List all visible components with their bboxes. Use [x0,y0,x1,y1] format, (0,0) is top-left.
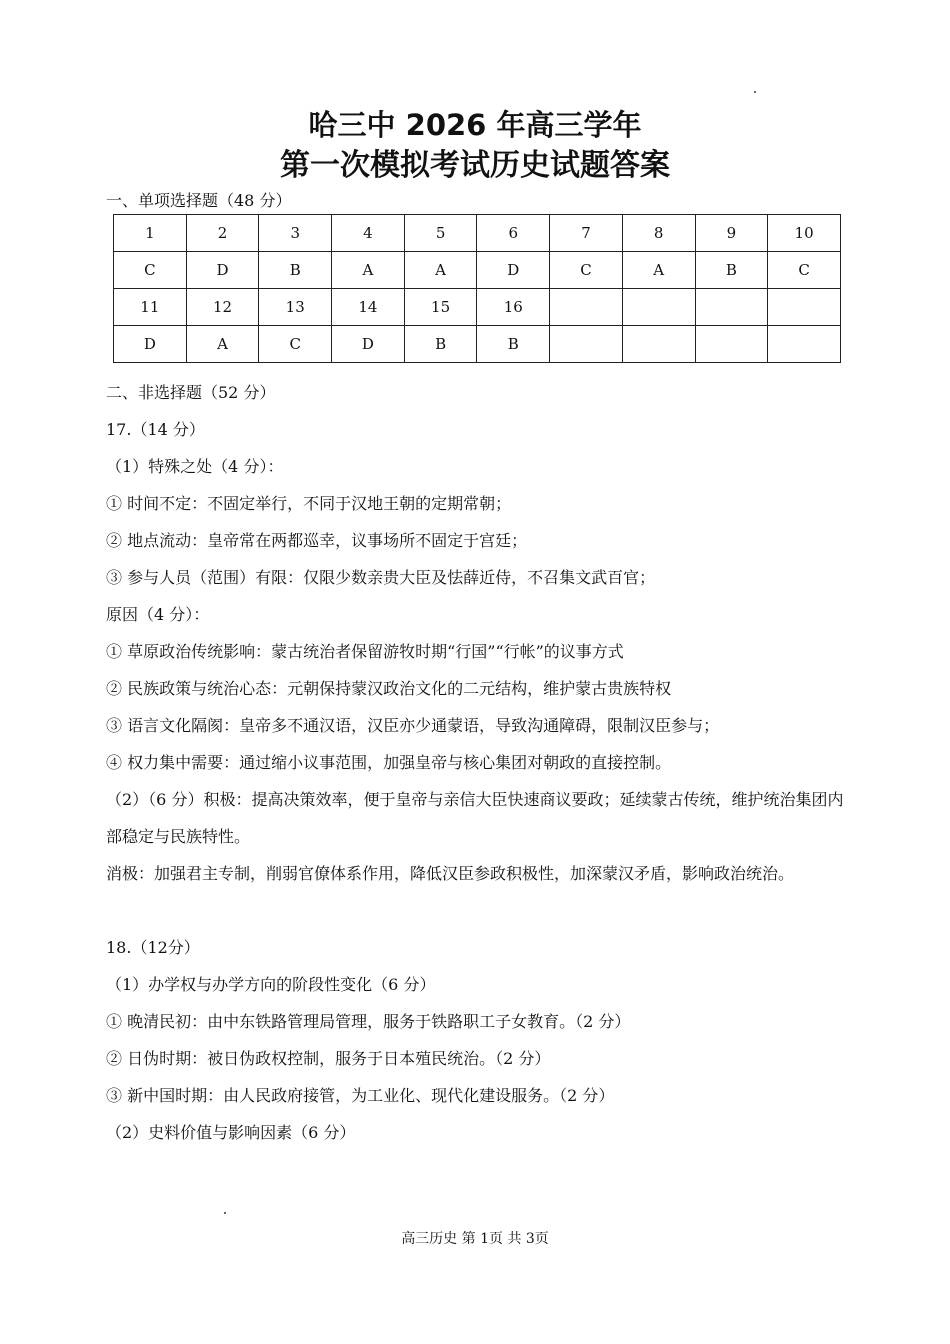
text-line: ① 草原政治传统影响：蒙古统治者保留游牧时期“行国”“行帐”的议事方式 [106,642,624,661]
empty-cell [768,326,841,363]
answer-cell: B [404,326,477,363]
text-paragraph: 消极：加强君主专制，削弱官僚体系作用，降低汉臣参政积极性，加深蒙汉矛盾，影响政治统治。 [106,864,795,883]
question-number: 13 [259,289,332,326]
text-line: ② 日伪时期：被日伪政权控制，服务于日本殖民统治。（2 分） [106,1049,551,1068]
answer-cell: D [477,252,550,289]
table-row [114,289,841,326]
question-number: 2 [186,215,259,252]
text-line: ④ 权力集中需要：通过缩小议事范围，加强皇帝与核心集团对朝政的直接控制。 [106,753,672,772]
text-line: 原因（4 分）： [106,605,210,624]
answer-cell: B [259,252,332,289]
text-line: ③ 参与人员（范围）有限：仅限少数亲贵大臣及怯薛近侍，不召集文武百官； [106,568,656,587]
question-number: 16 [477,289,550,326]
answer-cell: A [404,252,477,289]
text-line: （1）特殊之处（4 分）： [106,457,284,476]
question-number: 1 [114,215,187,252]
question-number: 12 [186,289,259,326]
question-number: 7 [550,215,623,252]
part1-heading: 一、单项选择题（48 分） [106,191,292,210]
table-row [114,215,841,252]
answer-cell: D [332,326,405,363]
answer-cell: C [768,252,841,289]
empty-cell [695,326,768,363]
empty-cell [622,326,695,363]
question-number: 3 [259,215,332,252]
question-number: 15 [404,289,477,326]
answer-cell: B [477,326,550,363]
text-line: （2）史料价值与影响因素（6 分） [106,1123,356,1142]
question-18-heading: 18.（12分） [106,938,200,957]
document-title-line2: 第一次模拟考试历史试题答案 [280,148,670,183]
scan-speck [754,91,756,93]
document-title-line1: 哈三中 2026 年高三学年 [308,108,642,142]
part2-heading: 二、非选择题（52 分） [106,383,276,402]
answer-cell: B [695,252,768,289]
question-number: 6 [477,215,550,252]
table-row [114,326,841,363]
answer-cell: C [550,252,623,289]
answer-cell: D [114,326,187,363]
text-paragraph: （2）（6 分）积极：提高决策效率，便于皇帝与亲信大臣快速商议要政；延续蒙古传统，维护统治集团内部稳定与民族特性。 [106,790,844,846]
text-line: （1）办学权与办学方向的阶段性变化（6 分） [106,975,436,994]
question-17-heading: 17.（14 分） [106,420,205,439]
question-number: 11 [114,289,187,326]
table-row [114,252,841,289]
question-number: 10 [768,215,841,252]
answer-table [113,214,841,363]
text-line: ② 民族政策与统治心态：元朝保持蒙汉政治文化的二元结构，维护蒙古贵族特权 [106,679,672,698]
text-line: ① 晚清民初：由中东铁路管理局管理，服务于铁路职工子女教育。（2 分） [106,1012,631,1031]
answer-body [106,374,846,1151]
question-number: 4 [332,215,405,252]
blank-line [106,892,846,929]
text-line: ② 地点流动：皇帝常在两都巡幸，议事场所不固定于宫廷； [106,531,528,550]
text-line: ③ 新中国时期：由人民政府接管，为工业化、现代化建设服务。（2 分） [106,1086,615,1105]
question-number: 9 [695,215,768,252]
page-footer: 高三历史 第 1页 共 3页 [401,1231,549,1247]
text-line: ③ 语言文化隔阂：皇帝多不通汉语，汉臣亦少通蒙语，导致沟通障碍，限制汉臣参与； [106,716,720,735]
answer-cell: C [114,252,187,289]
question-number: 5 [404,215,477,252]
answer-cell: A [332,252,405,289]
empty-cell [695,289,768,326]
question-number: 14 [332,289,405,326]
answer-cell: A [186,326,259,363]
empty-cell [768,289,841,326]
answer-cell: D [186,252,259,289]
empty-cell [622,289,695,326]
empty-cell [550,326,623,363]
text-line: ① 时间不定：不固定举行，不同于汉地王朝的定期常朝； [106,494,512,513]
answer-cell: A [622,252,695,289]
scan-speck [224,1212,226,1214]
question-number: 8 [622,215,695,252]
answer-cell: C [259,326,332,363]
empty-cell [550,289,623,326]
